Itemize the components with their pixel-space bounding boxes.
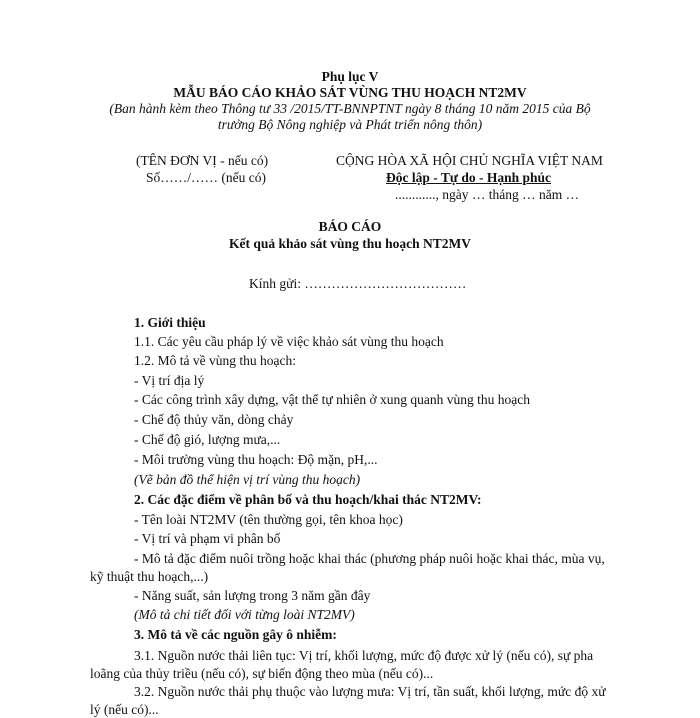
list-item: - Chế độ gió, lượng mưa,... (134, 432, 281, 447)
section-3-1-line2: loãng của thủy triều (nếu có), sự biến động theo mùa (nếu có)... (90, 666, 434, 681)
date-line: ............, ngày … tháng … năm … (395, 187, 580, 202)
issued-note-line2: trưởng Bộ Nông nghiệp và Phát triển nông thôn) (217, 117, 483, 132)
section-2-heading: 2. Các đặc điểm về phân bố và thu hoạch/khai thác NT2MV: (134, 492, 482, 507)
section-3-heading: 3. Mô tả về các nguồn gây ô nhiễm: (134, 627, 337, 642)
list-item: - Các công trình xây dựng, vật thể tự nhiên ở xung quanh vùng thu hoạch (134, 392, 530, 407)
report-title: BÁO CÁO (318, 219, 382, 234)
list-item: - Tên loài NT2MV (tên thường gọi, tên khoa học) (134, 512, 403, 527)
document-number: Số……/…… (nếu có) (146, 170, 266, 185)
national-title: CỘNG HÒA XÃ HỘI CHỦ NGHĨA VIỆT NAM (336, 153, 603, 168)
unit-name: (TÊN ĐƠN VỊ - nếu có) (136, 153, 269, 168)
appendix-label: Phụ lục V (321, 69, 379, 84)
section-2-note: (Mô tả chi tiết đối với từng loài NT2MV) (134, 607, 355, 622)
section-1-note: (Vẽ bản đồ thể hiện vị trí vùng thu hoạch) (134, 472, 361, 487)
list-item-continuation: kỹ thuật thu hoạch,...) (90, 569, 209, 584)
list-item: - Vị trí và phạm vi phân bố (134, 531, 281, 546)
section-3-2-line1: 3.2. Nguồn nước thải phụ thuộc vào lượng mưa: Vị trí, tần suất, khối lượng, mức độ xử (134, 684, 606, 699)
section-3-1-line1: 3.1. Nguồn nước thải liên tục: Vị trí, khối lượng, mức độ được xử lý (nếu có), sự pha (134, 648, 594, 663)
list-item: - Năng suất, sản lượng trong 3 năm gần đây (134, 588, 371, 603)
form-title: MẪU BÁO CÁO KHẢO SÁT VÙNG THU HOẠCH NT2MV (173, 85, 527, 100)
list-item: - Vị trí địa lý (134, 373, 205, 388)
section-3-2-line2: lý (nếu có)... (90, 702, 159, 717)
section-1-1: 1.1. Các yêu cầu pháp lý về việc khảo sát vùng thu hoạch (134, 334, 444, 349)
issued-note-line1: (Ban hành kèm theo Thông tư 33 /2015/TT-BNNPTNT ngày 8 tháng 10 năm 2015 của Bộ (109, 101, 591, 116)
addressee: Kính gửi: ……………………………… (249, 276, 467, 291)
list-item: - Mô tả đặc điểm nuôi trồng hoặc khai thác (phương pháp nuôi hoặc khai thác, mùa vụ, (134, 551, 605, 566)
section-1-2: 1.2. Mô tả về vùng thu hoạch: (134, 353, 296, 368)
report-subtitle: Kết quả khảo sát vùng thu hoạch NT2MV (229, 236, 471, 251)
list-item: - Chế độ thủy văn, dòng chảy (134, 412, 294, 427)
section-1-heading: 1. Giới thiệu (134, 315, 206, 330)
list-item: - Môi trường vùng thu hoạch: Độ mặn, pH,... (134, 452, 378, 467)
national-motto: Độc lập - Tự do - Hạnh phúc (386, 170, 552, 185)
